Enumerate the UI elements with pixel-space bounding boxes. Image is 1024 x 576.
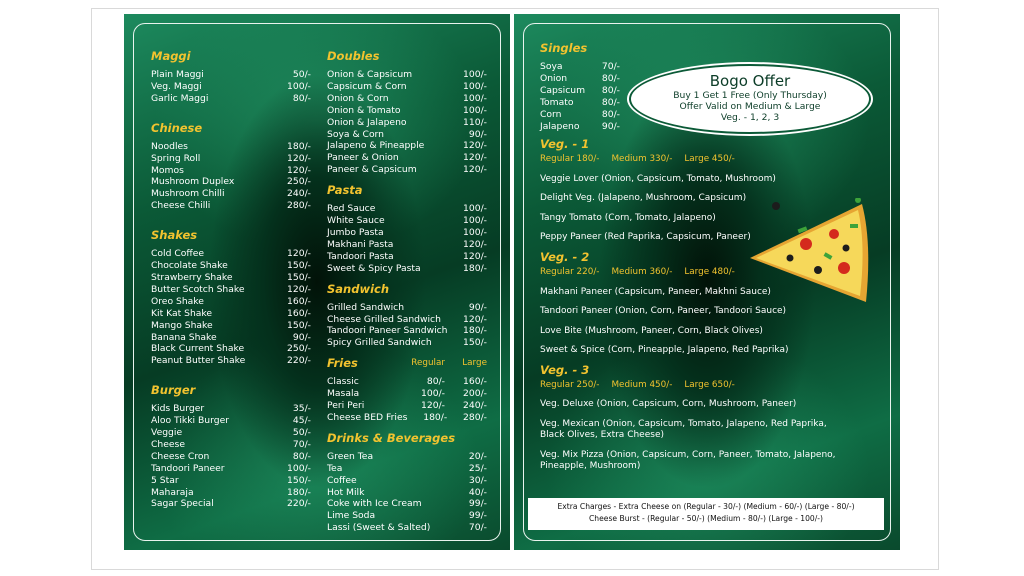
item-name: Butter Scotch Shake (151, 283, 245, 295)
menu-item (327, 203, 487, 215)
item-name: Green Tea (327, 450, 374, 462)
item-name: Peri Peri (327, 400, 365, 412)
section-title: Singles (540, 41, 588, 55)
item-name: Onion & Tomato (327, 104, 401, 116)
item-name: Tandoori Paneer (151, 462, 225, 474)
pizza-item: Tangy Tomato (Corn, Tomato, Jalapeno) (540, 212, 716, 223)
item-name: Peanut Butter Shake (151, 355, 246, 367)
item-price: 90/- (292, 331, 311, 343)
item-price: 250/- (287, 176, 311, 188)
item-name: Jalapeno & Pineapple (327, 140, 425, 152)
menu-item (151, 498, 311, 510)
menu-item (327, 475, 487, 487)
menu-item (327, 263, 487, 275)
bogo-offer-badge (629, 64, 871, 134)
menu-item (151, 272, 311, 284)
item-name: Paneer & Capsicum (327, 164, 417, 176)
menu-item (151, 153, 311, 165)
menu-item (327, 302, 487, 314)
pizza-item: Peppy Paneer (Red Paprika, Capsicum, Paneer) (540, 232, 751, 243)
item-name: Jalapeno (540, 120, 580, 132)
menu-item (151, 200, 311, 212)
menu-item (151, 343, 311, 355)
item-price: 120/- (463, 140, 487, 152)
regular-label: Regular (411, 358, 445, 369)
menu-item (540, 85, 620, 97)
menu-item (327, 463, 487, 475)
item-price: 240/- (287, 188, 311, 200)
item-name: Red Sauce (327, 203, 376, 215)
menu-item (327, 412, 487, 424)
item-price: 70/- (292, 438, 311, 450)
menu-item (327, 93, 487, 105)
item-name: 5 Star (151, 474, 179, 486)
item-name: Tandoori Paneer Sandwich (327, 325, 448, 337)
item-name: Spicy Grilled Sandwich (327, 337, 432, 349)
extra-cheese-line: Extra Charges - Extra Cheese on (Regular - 30/-) (Medium - 60/-) (Large - 80/-) (557, 502, 855, 511)
item-price: 35/- (292, 403, 311, 415)
singles-list (540, 61, 620, 132)
section-title: Chinese (151, 120, 203, 135)
menu-item (151, 451, 311, 463)
menu-item (151, 141, 311, 153)
item-name: Maharaja (151, 486, 194, 498)
regular-price: 100/- (421, 388, 445, 400)
item-price: 80/- (292, 450, 311, 462)
item-name: Jumbo Pasta (327, 226, 384, 238)
item-price: 90/- (468, 301, 487, 313)
menu-section (151, 120, 311, 212)
item-name: Cold Coffee (151, 248, 205, 260)
section-title: Fries (327, 356, 358, 371)
section-title: Maggi (151, 49, 191, 63)
menu-item (151, 81, 311, 93)
item-price: 50/- (292, 69, 311, 80)
menu-item (327, 325, 487, 337)
item-price: 120/- (287, 248, 311, 260)
item-price: 180/- (287, 486, 311, 498)
menu-item (151, 296, 311, 308)
menu-item (327, 117, 487, 129)
item-name: Veg. Maggi (151, 80, 202, 92)
menu-item (151, 176, 311, 188)
medium-price: Medium 450/- (611, 379, 673, 390)
large-price: 280/- (463, 411, 487, 423)
item-name: Momos (151, 164, 184, 176)
item-price: 70/- (601, 61, 620, 72)
menu-item (327, 487, 487, 499)
size-prices (540, 154, 850, 166)
item-name: Tomato (540, 96, 574, 108)
menu-item (151, 487, 311, 499)
item-price: 160/- (287, 295, 311, 307)
pizza-item: Sweet & Spice (Corn, Pineapple, Jalapeno, Red Paprika) (540, 345, 789, 356)
item-price: 100/- (287, 462, 311, 474)
item-name: Tandoori Pasta (327, 250, 394, 262)
item-name: Corn (540, 108, 562, 120)
pizza-item: Tandoori Paneer (Onion, Corn, Paneer, Tandoori Sauce) (540, 306, 787, 317)
item-name: Grilled Sandwich (327, 301, 405, 313)
item-name: Masala (327, 388, 360, 400)
menu-item (151, 439, 311, 451)
menu-section (327, 430, 487, 534)
menu-item (327, 129, 487, 141)
item-price: 25/- (468, 462, 487, 474)
item-price: 100/- (463, 104, 487, 116)
item-price: 80/- (601, 108, 620, 120)
item-name: Kit Kat Shake (151, 307, 213, 319)
menu-section (327, 281, 487, 350)
item-name: Onion & Corn (327, 92, 389, 104)
menu-item (540, 97, 620, 109)
item-name: Soya & Corn (327, 128, 384, 140)
item-name: Mushroom Chilli (151, 188, 225, 200)
item-name: Classic (327, 376, 359, 388)
menu-section (151, 385, 311, 510)
bogo-line: Buy 1 Get 1 Free (Only Thursday) (673, 90, 827, 101)
item-price: 250/- (287, 343, 311, 355)
item-name: Mango Shake (151, 319, 213, 331)
section-title: Sandwich (327, 281, 390, 296)
pizza-item: Love Bite (Mushroom, Paneer, Corn, Black Olives) (540, 325, 763, 336)
menu-column-2 (327, 51, 487, 534)
menu-item (540, 73, 620, 85)
pizza-item: Veggie Lover (Onion, Capsicum, Tomato, Mushroom) (540, 173, 776, 184)
item-name: Lassi (Sweet & Salted) (327, 522, 431, 534)
item-price: 150/- (287, 474, 311, 486)
item-name: White Sauce (327, 215, 385, 227)
item-name: Garlic Maggi (151, 92, 209, 104)
item-name: Aloo Tikki Burger (151, 415, 229, 427)
extra-charges-box (528, 498, 884, 530)
pizza-item: Makhani Paneer (Capsicum, Paneer, Makhni Sauce) (540, 286, 771, 297)
item-name: Cheese Chilli (151, 200, 211, 212)
item-price: 80/- (601, 72, 620, 84)
section-title: Veg. - 1 (540, 137, 590, 151)
menu-item (151, 248, 311, 260)
item-name: Veggie (151, 427, 183, 439)
item-price: 80/- (601, 96, 620, 108)
menu-item (151, 284, 311, 296)
large-price: 240/- (463, 400, 487, 412)
bogo-line: Veg. - 1, 2, 3 (720, 112, 780, 123)
item-price: 70/- (468, 522, 487, 534)
item-price: 220/- (287, 355, 311, 367)
item-name: Banana Shake (151, 331, 217, 343)
item-price: 150/- (287, 271, 311, 283)
item-name: Sagar Special (151, 498, 214, 510)
large-price: Large 650/- (684, 379, 735, 390)
menu-item (151, 427, 311, 439)
item-price: 30/- (468, 474, 487, 486)
cheese-burst-line: Cheese Burst - (Regular - 50/-) (Medium - 80/-) (Large - 100/-) (588, 514, 824, 523)
item-name: Coke with Ice Cream (327, 498, 422, 510)
section-title: Burger (151, 383, 196, 398)
item-name: Coffee (327, 474, 357, 486)
size-prices (540, 380, 850, 392)
menu-item (540, 61, 620, 73)
item-name: Capsicum & Corn (327, 80, 407, 92)
section-title: Doubles (327, 49, 380, 63)
item-price: 100/- (463, 203, 487, 215)
item-price: 180/- (463, 262, 487, 274)
medium-price: Medium 360/- (611, 266, 673, 277)
item-price: 90/- (601, 120, 620, 132)
pizza-item: Veg. Mix Pizza (Onion, Capsicum, Corn, Paneer, Tomato, Jalapeno, Pineapple, Mushroom) (540, 449, 836, 472)
menu-item (327, 376, 487, 388)
item-price: 99/- (468, 510, 487, 522)
item-price: 100/- (463, 80, 487, 92)
menu-section (151, 51, 311, 105)
menu-item (327, 227, 487, 239)
menu-item (151, 69, 311, 81)
menu-item (540, 121, 620, 133)
section-title: Veg. - 2 (540, 249, 590, 264)
item-name: Spring Roll (151, 152, 201, 164)
menu-item (327, 522, 487, 534)
menu-item (327, 510, 487, 522)
menu-item (151, 165, 311, 177)
menu-item (327, 140, 487, 152)
menu-item (327, 388, 487, 400)
item-price: 220/- (287, 498, 311, 510)
item-price: 80/- (292, 92, 311, 104)
large-label: Large (462, 358, 487, 369)
menu-item (151, 308, 311, 320)
item-name: Soya (540, 61, 563, 72)
item-name: Sweet & Spicy Pasta (327, 262, 421, 274)
menu-item (327, 451, 487, 463)
item-price: 120/- (463, 152, 487, 164)
item-price: 180/- (463, 325, 487, 337)
item-price: 100/- (287, 80, 311, 92)
item-name: Kids Burger (151, 403, 205, 415)
menu-item (151, 403, 311, 415)
item-name: Strawberry Shake (151, 271, 233, 283)
item-name: Makhani Pasta (327, 238, 394, 250)
item-name: Cheese Cron (151, 450, 210, 462)
section-title: Drinks & Beverages (327, 430, 456, 445)
medium-price: Medium 330/- (611, 153, 673, 164)
regular-price: Regular 250/- (540, 379, 600, 390)
menu-item (327, 314, 487, 326)
item-price: 120/- (463, 238, 487, 250)
regular-price: 180/- (423, 411, 448, 423)
item-price: 280/- (287, 200, 311, 212)
item-price: 99/- (468, 498, 487, 510)
item-name: Hot Milk (327, 486, 365, 498)
item-price: 120/- (463, 313, 487, 325)
item-price: 50/- (292, 427, 311, 439)
fries-section (327, 358, 487, 424)
menu-item (151, 260, 311, 272)
item-price: 150/- (287, 260, 311, 272)
large-price: 160/- (463, 376, 487, 388)
item-price: 120/- (463, 250, 487, 262)
menu-section (151, 230, 311, 367)
section-title: Pasta (327, 183, 363, 198)
menu-item (327, 105, 487, 117)
item-price: 100/- (463, 69, 487, 80)
regular-price: 80/- (426, 376, 445, 388)
menu-item (151, 188, 311, 200)
item-price: 20/- (468, 450, 487, 462)
menu-item (151, 463, 311, 475)
menu-item (327, 81, 487, 93)
item-price: 90/- (468, 128, 487, 140)
item-name: Tea (327, 462, 343, 474)
menu-section (327, 185, 487, 274)
item-price: 120/- (287, 164, 311, 176)
menu-item (151, 355, 311, 367)
item-price: 100/- (463, 92, 487, 104)
item-price: 40/- (468, 486, 487, 498)
menu-item (327, 400, 487, 412)
item-name: Noodles (151, 140, 188, 152)
singles-section (540, 43, 620, 132)
menu-item (327, 69, 487, 81)
menu-section (327, 51, 487, 176)
regular-price: Regular 180/- (540, 153, 600, 164)
menu-item (151, 332, 311, 344)
menu-item (327, 498, 487, 510)
menu-item (540, 109, 620, 121)
item-price: 80/- (601, 84, 620, 96)
menu-item (151, 320, 311, 332)
section-title: Veg. - 3 (540, 362, 590, 377)
pizza-item: Delight Veg. (Jalapeno, Mushroom, Capsicum) (540, 193, 747, 204)
item-name: Onion (540, 72, 568, 84)
item-price: 160/- (287, 307, 311, 319)
menu-item (327, 215, 487, 227)
item-name: Oreo Shake (151, 295, 204, 307)
item-price: 110/- (463, 116, 487, 128)
item-name: Plain Maggi (151, 69, 204, 80)
item-price: 100/- (463, 215, 487, 227)
pizza-section (540, 362, 850, 473)
pizza-slice-image (746, 198, 878, 306)
item-name: Onion & Jalapeno (327, 116, 407, 128)
large-price: Large 480/- (684, 266, 735, 277)
fries-size-labels (403, 358, 487, 376)
pizza-item: Veg. Deluxe (Onion, Capsicum, Corn, Mushroom, Paneer) (540, 399, 797, 410)
item-price: 120/- (287, 152, 311, 164)
item-price: 150/- (287, 319, 311, 331)
item-name: Capsicum (540, 84, 586, 96)
item-name: Black Current Shake (151, 343, 245, 355)
bogo-title: Bogo Offer (709, 72, 791, 90)
menu-item (151, 415, 311, 427)
item-name: Lime Soda (327, 510, 376, 522)
menu-item (327, 164, 487, 176)
item-name: Cheese BED Fries (327, 411, 408, 423)
item-name: Paneer & Onion (327, 152, 399, 164)
item-name: Mushroom Duplex (151, 176, 235, 188)
pizza-item: Veg. Mexican (Onion, Capsicum, Tomato, Jalapeno, Red Paprika, Black Olives, Extra Cheese) (540, 418, 827, 441)
menu-page-right (514, 14, 900, 550)
regular-price: Regular 220/- (540, 266, 600, 277)
menu-column-1 (151, 51, 311, 528)
menu-item (327, 337, 487, 349)
section-title: Shakes (151, 228, 198, 243)
menu-item (327, 152, 487, 164)
item-price: 100/- (463, 226, 487, 238)
menu-page-left (124, 14, 510, 550)
large-price: 200/- (463, 388, 487, 400)
item-name: Cheese (151, 438, 185, 450)
fries-header (327, 358, 487, 376)
item-price: 120/- (463, 164, 487, 176)
large-price: Large 450/- (684, 153, 735, 164)
regular-price: 120/- (421, 400, 445, 412)
item-name: Cheese Grilled Sandwich (327, 313, 441, 325)
item-name: Onion & Capsicum (327, 69, 413, 80)
item-price: 45/- (292, 415, 311, 427)
bogo-line: Offer Valid on Medium & Large (679, 101, 821, 112)
pizza-sections (540, 139, 850, 481)
menu-item (327, 239, 487, 251)
menu-item (151, 475, 311, 487)
item-name: Chocolate Shake (151, 260, 228, 272)
item-price: 120/- (287, 283, 311, 295)
menu-item (327, 251, 487, 263)
menu-item (151, 93, 311, 105)
item-price: 150/- (463, 337, 487, 349)
item-price: 180/- (287, 140, 311, 152)
